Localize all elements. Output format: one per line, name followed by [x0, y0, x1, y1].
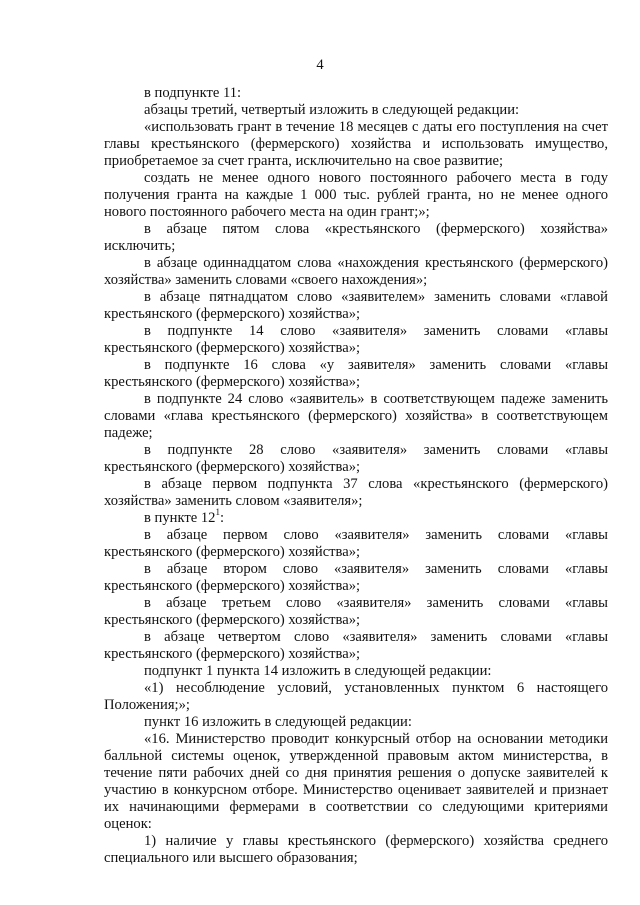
page-number: 4	[316, 57, 324, 73]
paragraph: пункт 16 изложить в следующей редакции:	[144, 714, 412, 730]
paragraph: в абзаце третьем слово «заявителя» заменить словами «главы крестьянского (фермерского) хозяйства»;	[104, 595, 608, 628]
paragraph: подпункт 1 пункта 14 изложить в следующей редакции:	[144, 663, 492, 679]
document-body	[104, 85, 608, 867]
paragraph: в подпункте 28 слово «заявителя» заменить словами «главы крестьянского (фермерского) хозяйства»;	[104, 442, 608, 475]
paragraph: абзацы третий, четвертый изложить в следующей редакции:	[144, 102, 520, 118]
paragraph: в абзаце втором слово «заявителя» заменить словами «главы крестьянского (фермерского) хозяйства»;	[104, 561, 608, 594]
paragraph: в абзаце пятом слова «крестьянского (фермерского) хозяйства» исключить;	[104, 221, 608, 254]
point-12-1-prefix: в пункте 12	[144, 510, 216, 526]
paragraph: в абзаце одиннадцатом слова «нахождения крестьянского (фермерского) хозяйства» заменить словами «своего нахождения»;	[104, 255, 608, 288]
paragraph: 1) наличие у главы крестьянского (фермерского) хозяйства среднего специального или высшего образования;	[104, 833, 608, 866]
paragraph: в подпункте 24 слово «заявитель» в соответствующем падеже заменить словами «глава крестьянского (фермерского) хозяйства» в соответствующем падеже;	[104, 391, 608, 441]
paragraph: в подпункте 11:	[144, 85, 242, 101]
paragraph: создать не менее одного нового постоянного рабочего места в году получения гранта на каждые 1 000 тыс. рублей гранта, но не менее одного нового постоянного рабочего места на один грант;»;	[104, 170, 608, 220]
paragraph: «использовать грант в течение 18 месяцев с даты его поступления на счет главы крестьянского (фермерского) хозяйства и использовать имущество, приобретаемое за счет гранта, исключительно на свое развитие;	[104, 119, 608, 169]
point-12-1-suffix: :	[219, 510, 225, 526]
paragraph: в абзаце пятнадцатом слово «заявителем» заменить словами «главой крестьянского (фермерского) хозяйства»;	[104, 289, 608, 322]
paragraph: в абзаце первом подпункта 37 слова «крестьянского (фермерского) хозяйства» заменить словом «заявителя»;	[104, 476, 608, 509]
paragraph: «16. Министерство проводит конкурсный отбор на основании методики балльной системы оценок, утвержденной правовым актом министерства, в течение пяти рабочих дней со дня принятия решения о допуске заявителей к участию в конкурсном отборе. Министерство оценивает заявителей и признает их начинающими фермерами в соответствии со следующими критериями оценок:	[104, 731, 608, 832]
paragraph: «1) несоблюдение условий, установленных пунктом 6 настоящего Положения;»;	[104, 680, 608, 713]
paragraph: в абзаце первом слово «заявителя» заменить словами «главы крестьянского (фермерского) хозяйства»;	[104, 527, 608, 560]
paragraph-point-12-1	[104, 507, 608, 527]
paragraph: в подпункте 16 слова «у заявителя» заменить словами «главы крестьянского (фермерского) хозяйства»;	[104, 357, 608, 390]
point-12-1-superscript: 1	[215, 507, 220, 518]
paragraph: в абзаце четвертом слово «заявителя» заменить словами «главы крестьянского (фермерского) хозяйства»;	[104, 629, 608, 662]
paragraph: в подпункте 14 слово «заявителя» заменить словами «главы крестьянского (фермерского) хозяйства»;	[104, 323, 608, 356]
